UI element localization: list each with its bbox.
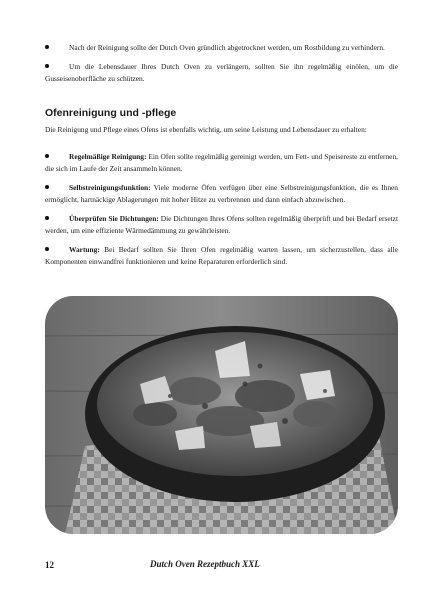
- section-intro: Die Reinigung und Pflege eines Ofens ist ebenfalls wichtig, um seine Leistung und Lebensdauer zu erhalten:: [45, 125, 367, 134]
- section-heading: Ofenreinigung und -pflege: [45, 107, 177, 119]
- top-bullet-list: [45, 42, 398, 92]
- bullet-item: Nach der Reinigung sollte der Dutch Oven gründlich abgetrocknet werden, um Rostbildung zu verhindern.: [45, 42, 398, 54]
- page-number: 12: [45, 560, 54, 570]
- section-bullet-list: [45, 151, 398, 275]
- bullet-item: Überprüfen Sie Dichtungen: Die Dichtungen Ihres Ofens sollten regelmäßig überprüft und bei Bedarf ersetzt werden, um eine effiziente Wärmedämmung zu gewährleisten.: [45, 214, 398, 235]
- bullet-icon: [45, 154, 49, 158]
- bullet-item: Um die Lebensdauer Ihres Dutch Oven zu verlängern, sollten Sie ihn regelmäßig einölen, um die Gusseisenoberfläche zu schützen.: [45, 62, 398, 83]
- bullet-icon: [45, 247, 49, 251]
- bullet-item: Regelmäßige Reinigung: Ein Ofen sollte regelmäßig gereinigt werden, um Fett- und Speisereste zu entfernen, die sich im Laufe der Zeit ansammeln können.: [45, 152, 398, 173]
- running-footer-title: Dutch Oven Rezeptbuch XXL: [150, 559, 260, 569]
- stew-photo: [45, 296, 398, 534]
- bullet-icon: [45, 64, 49, 68]
- bullet-item: Wartung: Bei Bedarf sollten Sie Ihren Ofen regelmäßig warten lassen, um sicherzustellen, dass alle Komponenten einwandfrei funktionieren und keine Reparaturen erforderlich sind.: [45, 245, 398, 266]
- bullet-item: Selbstreinigungsfunktion: Viele moderne Öfen verfügen über eine Selbstreinigungsfunktion, die es Ihnen ermöglicht, hartnäckige Ablagerungen mit hoher Hitze zu verbrennen und dann einfach abzuwischen.: [45, 183, 398, 204]
- bullet-icon: [45, 216, 49, 220]
- bullet-icon: [45, 185, 49, 189]
- bullet-icon: [45, 45, 49, 49]
